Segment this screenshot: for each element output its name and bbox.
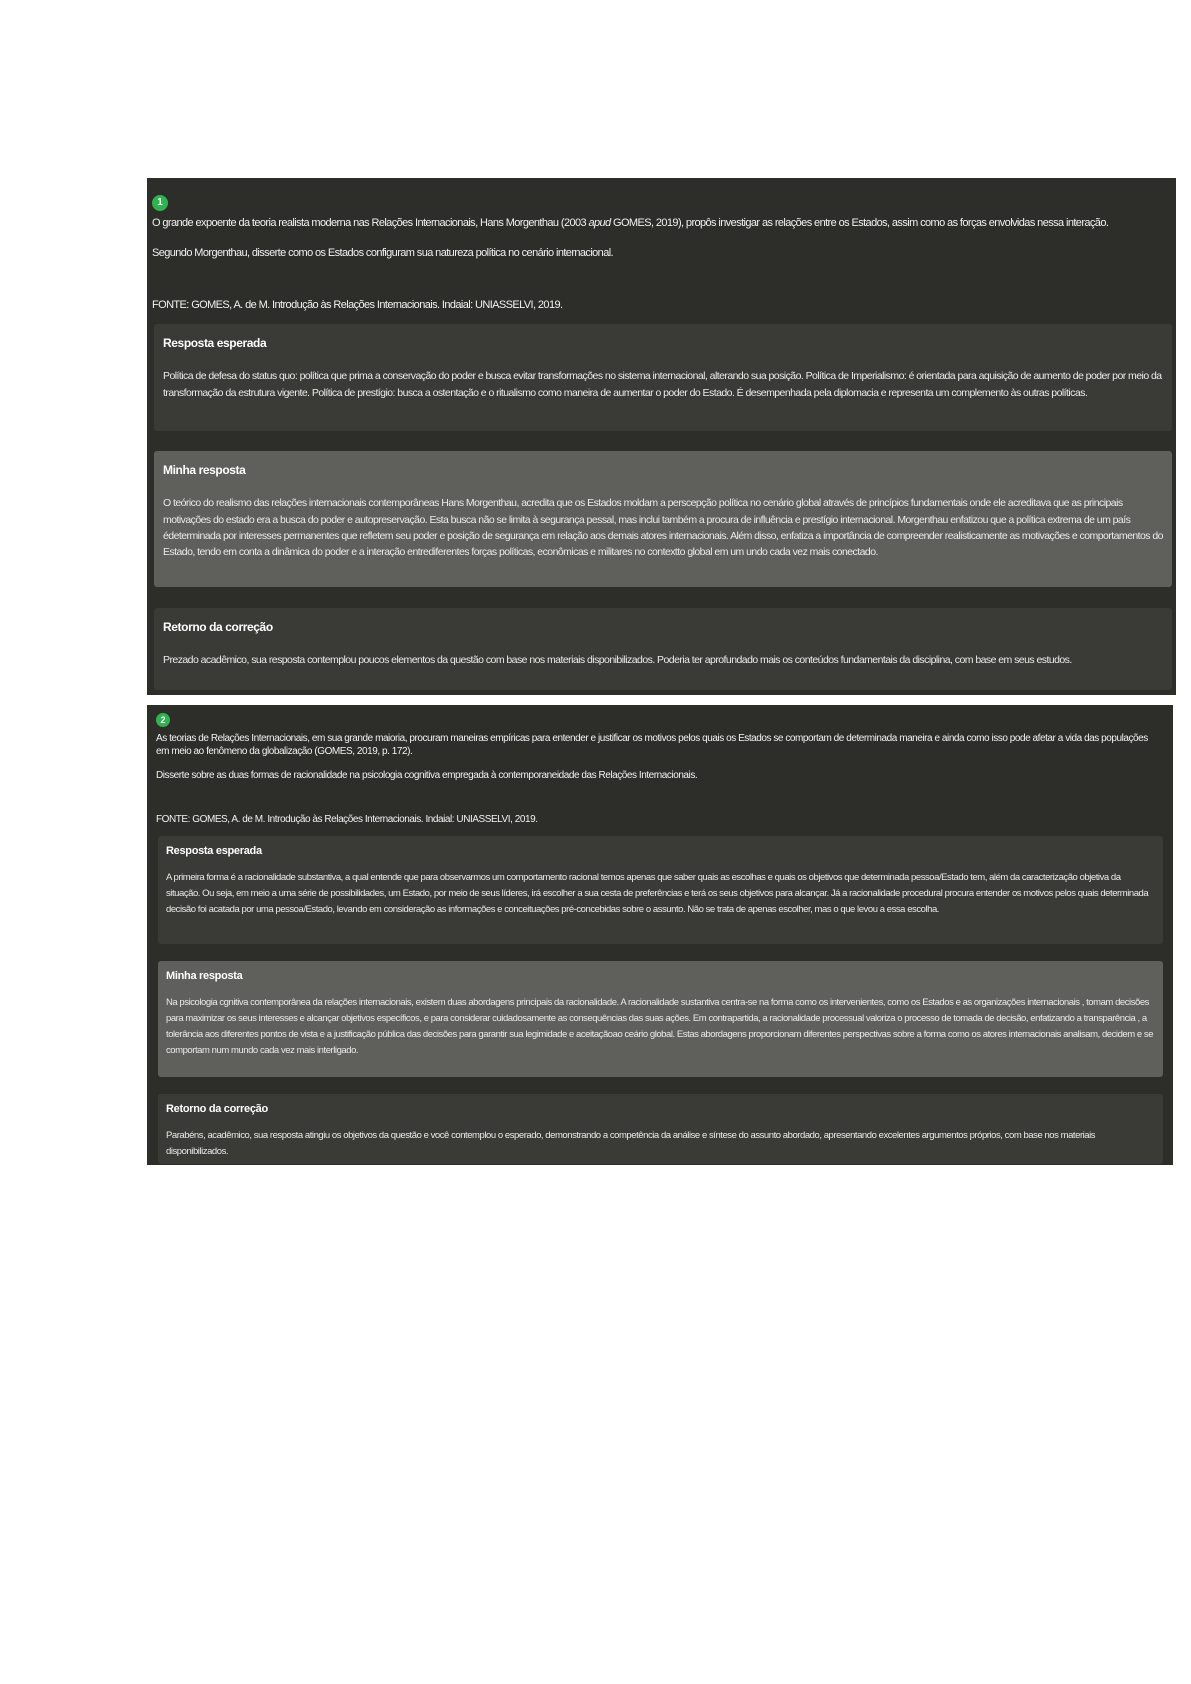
expected-answer-panel (154, 324, 1172, 431)
expected-answer-text: A primeira forma é a racionalidade substantiva, a qual entende que para observarmos um comportamento racional temos apenas que saber quais as escolhas e quais os objetivos que determinada pessoa/Estado tem, além da caracterização objetiva da situação. Ou seja, em meio a uma série de possibilidades, um Estado, por meio de seus líderes, irá escolher a sua cesta de preferências e terá os seus objetivos para alcançar. Já a racionalidade procedural procura entender os motivos pelos quais determinada decisão foi acatada por uma pessoa/Estado, levando em consideração as informações e conceituações pré-concebidas sobre o assunto. Não se trata de apenas escolher, mas o que levou a essa escolha. (166, 872, 1149, 916)
question-card-2 (147, 705, 1173, 1165)
feedback-title: Retorno da correção (166, 1103, 268, 1115)
my-answer-panel (158, 961, 1163, 1077)
question-source: FONTE: GOMES, A. de M. Introdução às Relações Internacionais. Indaial: UNIASSELVI, 2019. (156, 814, 538, 825)
my-answer-panel (154, 451, 1172, 587)
my-answer-text: O teórico do realismo das relações internacionais contemporâneas Hans Morgenthau, acredita que os Estados moldam a perscepção política no cenário global através de princípios fundamentais onde ele acreditava que as principais motivações do estado era a busca do poder e autopreservação. Esta busca não se limita à segurança pessal, mas inclui também a procura de influência e prestígio internacional. Morgenthau enfatizou que a política extrema de um país édeterminada por interesses permanentes que refletem seu poder e posição de segurança em relação aos demais atores internacionais. Além disso, enfatiza a importância de compreender realisticamente as motivações e comportamentos do Estado, tendo em conta a dinâmica do poder e a interação entrediferentes forças políticas, econômicas e militares no contextto global em um undo cada vez mais conectado. (163, 497, 1163, 559)
feedback-title: Retorno da correção (163, 620, 273, 635)
my-answer-title: Minha resposta (166, 970, 243, 982)
my-answer-title: Minha resposta (163, 463, 246, 478)
expected-answer-text: Política de defesa do status quo: política que prima a conservação do poder e busca evitar transformações no sistema internacional, alterando sua posição. Política de Imperialismo: é orientada para aquisição de aumento de poder por meio da transformação da estrutura vigente. Política de prestígio: busca a ostentação e o ritualismo como maneira de aumentar o poder do Estado. É desempenhada pela diplomacia e representa um complemento às outras políticas. (163, 370, 1162, 399)
question-number-badge: 1 (152, 195, 168, 211)
expected-answer-title: Resposta esperada (166, 845, 262, 857)
expected-answer-title: Resposta esperada (163, 336, 267, 351)
question-instruction: Segundo Morgenthau, disserte como os Estados configuram sua natureza política no cenário internacional. (152, 246, 614, 259)
expected-answer-panel (158, 836, 1163, 944)
feedback-text: Prezado acadêmico, sua resposta contemplou poucos elementos da questão com base nos materiais disponibilizados. Poderia ter aprofundado mais os conteúdos fundamentais da disciplina, com base em seus estudos. (163, 654, 1072, 667)
feedback-panel (158, 1094, 1163, 1164)
question-card-1 (147, 178, 1176, 695)
question-source: FONTE: GOMES, A. de M. Introdução às Relações Internacionais. Indaial: UNIASSELVI, 2019. (152, 299, 563, 312)
feedback-text: Parabéns, acadêmico, sua resposta atingiu os objetivos da questão e você contemplou o esperado, demonstrando a competência da análise e síntese do assunto abordado, apresentando excelentes argumentos próprios, com base nos materiais disponibilizados. (166, 1130, 1096, 1158)
question-prompt: O grande expoente da teoria realista moderna nas Relações Internacionais, Hans Morgenthau (2003 apud GOMES, 2019), propôs investigar as relações entre os Estados, assim como as forças envolvidas nessa interação. (152, 216, 1109, 229)
question-prompt: As teorias de Relações Internacionais, em sua grande maioria, procuram maneiras empíricas para entender e justificar os motivos pelos quais os Estados se comportam de determinada maneira e ainda como isso pode afetar a vida das populações em meio ao fenômeno da globalização (GOMES, 2019, p. 172). (156, 733, 1148, 757)
question-number-badge: 2 (156, 713, 170, 727)
feedback-panel (154, 608, 1172, 690)
my-answer-text: Na psicologia cgnitiva contemporânea da relações internacionais, existem duas abordagens principais da racionalidade. A racionalidade sustantiva centra-se na forma como os intervenientes, como os Estados e as organizações internacionais , tomam decisões para maximizar os seus interesses e alcançar objetivos específicos, e para considerar cuidadosamente as consequências das suas ações. Em contrapartida, a racionalidade processual valoriza o processo de tomada de decisão, enfatizando a transparência , a tolerância aos diferentes pontos de vista e a justificação pública das decisões para garantir sua legimidade e aceitaçãoao ceário global. Estas abordagens proporcionam diferentes perspectivas sobre a forma como os atores internacionais analisam, decidem e se comportam num mundo cada vez mais interligado. (166, 997, 1154, 1057)
question-instruction: Disserte sobre as duas formas de racionalidade na psicologia cognitiva empregada à contemporaneidade das Relações Internacionais. (156, 770, 698, 781)
